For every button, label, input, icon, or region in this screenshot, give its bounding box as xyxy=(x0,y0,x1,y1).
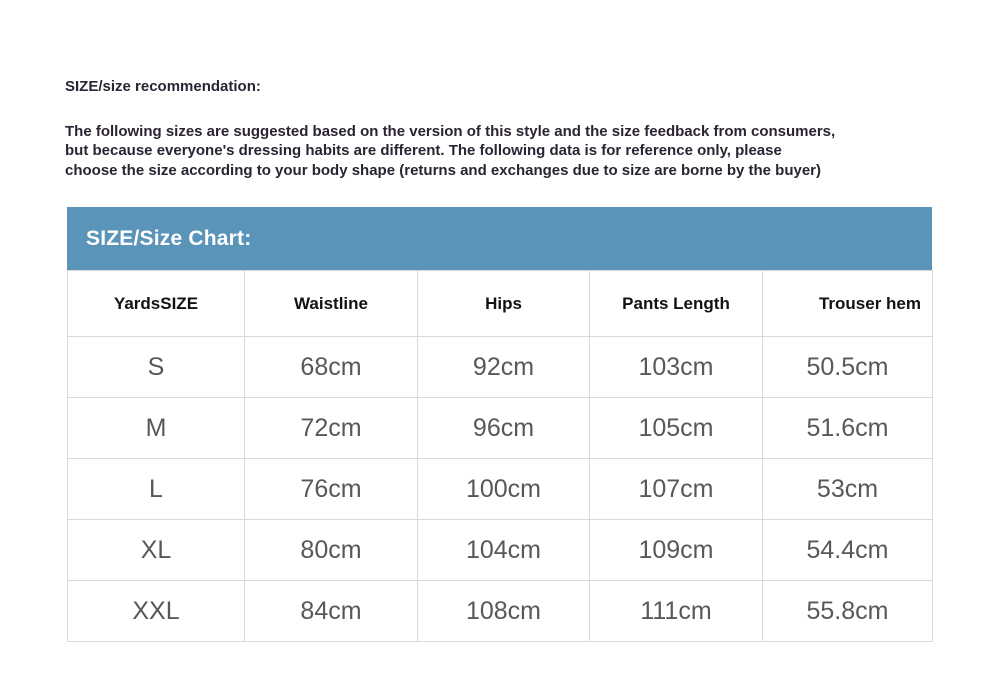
cell-waistline: 80cm xyxy=(245,520,418,581)
column-header-hips: Hips xyxy=(418,271,590,337)
recommendation-line-2: but because everyone's dressing habits are different. The following data is for reference only, please xyxy=(65,142,782,160)
recommendation-heading: SIZE/size recommendation: xyxy=(65,78,261,95)
table-row-m xyxy=(68,398,933,459)
recommendation-text xyxy=(65,122,835,180)
column-header-waistline: Waistline xyxy=(245,271,418,337)
cell-hips: 96cm xyxy=(418,398,590,459)
cell-waistline: 68cm xyxy=(245,337,418,398)
cell-size-label: M xyxy=(68,398,245,459)
cell-size-label: S xyxy=(68,337,245,398)
cell-trouser-hem: 51.6cm xyxy=(763,398,933,459)
cell-waistline: 76cm xyxy=(245,459,418,520)
column-header-size: YardsSIZE xyxy=(68,271,245,337)
cell-trouser-hem: 53cm xyxy=(763,459,933,520)
size-chart-table xyxy=(67,270,933,642)
cell-hips: 100cm xyxy=(418,459,590,520)
cell-pants-length: 111cm xyxy=(590,581,763,642)
cell-waistline: 84cm xyxy=(245,581,418,642)
cell-hips: 104cm xyxy=(418,520,590,581)
cell-size-label: L xyxy=(68,459,245,520)
column-header-trouser-hem: Trouser hem xyxy=(763,271,933,337)
cell-hips: 92cm xyxy=(418,337,590,398)
cell-pants-length: 103cm xyxy=(590,337,763,398)
table-row-s xyxy=(68,337,933,398)
cell-trouser-hem: 54.4cm xyxy=(763,520,933,581)
cell-trouser-hem: 55.8cm xyxy=(763,581,933,642)
cell-trouser-hem: 50.5cm xyxy=(763,337,933,398)
table-row-xxl xyxy=(68,581,933,642)
cell-pants-length: 105cm xyxy=(590,398,763,459)
cell-size-label: XXL xyxy=(68,581,245,642)
cell-pants-length: 109cm xyxy=(590,520,763,581)
table-row-xl xyxy=(68,520,933,581)
cell-hips: 108cm xyxy=(418,581,590,642)
table-header-row xyxy=(68,271,933,337)
table-row-l xyxy=(68,459,933,520)
size-chart xyxy=(67,207,932,642)
recommendation-line-1: The following sizes are suggested based on the version of this style and the size feedback from consumers, xyxy=(65,123,836,140)
size-chart-title-bar xyxy=(67,207,932,270)
recommendation-line-3: choose the size according to your body shape (returns and exchanges due to size are borne by the buyer) xyxy=(65,161,822,179)
cell-size-label: XL xyxy=(68,520,245,581)
size-chart-title: SIZE/Size Chart: xyxy=(86,226,252,250)
cell-waistline: 72cm xyxy=(245,398,418,459)
cell-pants-length: 107cm xyxy=(590,459,763,520)
column-header-pants-length: Pants Length xyxy=(590,271,763,337)
